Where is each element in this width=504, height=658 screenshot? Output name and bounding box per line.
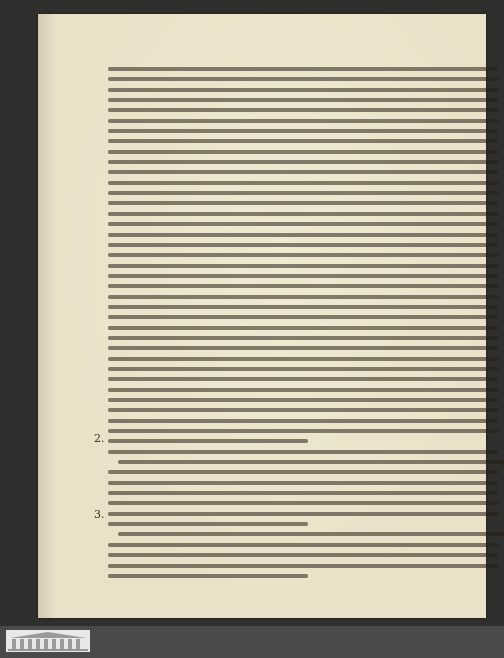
text-line [108,498,504,508]
text-line [108,374,504,384]
text-line [108,302,504,312]
text-line [108,354,504,364]
text-line [108,261,504,271]
text-line [108,178,504,188]
text-line [108,136,504,146]
text-line [108,416,504,426]
text-line [108,550,504,560]
text-line [108,447,504,457]
document-page [38,14,486,618]
text-line [108,571,504,581]
text-line [108,271,504,281]
text-line [108,488,504,498]
text-line [108,333,504,343]
text-line [108,529,504,539]
text-line [108,126,504,136]
text-line [108,323,504,333]
text-line [108,240,504,250]
text-line [108,561,504,571]
text-line [108,467,504,477]
text-line [108,292,504,302]
text-line [108,436,504,446]
library-building-logo-icon [6,630,90,652]
text-line [108,230,504,240]
text-line [108,457,504,467]
item-marker-3: 3. [94,508,105,521]
text-block [108,64,504,581]
text-line [108,250,504,260]
text-line [108,509,504,519]
text-line [108,343,504,353]
text-line [108,64,504,74]
text-line [108,85,504,95]
text-line [108,95,504,105]
text-line [108,478,504,488]
text-line [108,188,504,198]
text-line [108,105,504,115]
text-line [108,540,504,550]
text-line [108,198,504,208]
text-line [108,167,504,177]
text-line [108,519,504,529]
text-line [108,312,504,322]
text-line [108,364,504,374]
text-line [108,385,504,395]
text-line [108,74,504,84]
text-line [108,219,504,229]
text-line [108,281,504,291]
text-line [108,209,504,219]
item-marker-2: 2. [94,432,105,445]
text-line [108,426,504,436]
text-line [108,395,504,405]
text-line [108,405,504,415]
text-line [108,116,504,126]
text-line [108,157,504,167]
text-line [108,147,504,157]
